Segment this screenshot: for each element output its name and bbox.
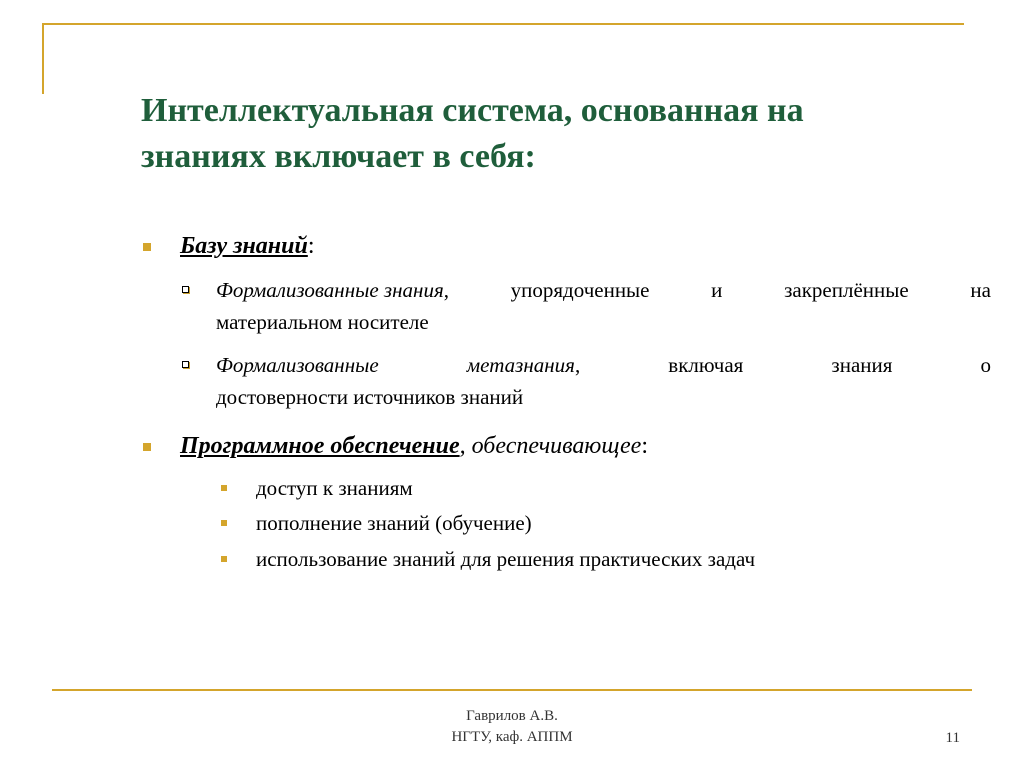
- software-bullet-1: [221, 485, 227, 491]
- slide-title-line-2: знаниях включает в себя:: [141, 138, 536, 175]
- software-bullet-2: [221, 520, 227, 526]
- footer: [412, 706, 612, 748]
- knowledge-item-2-line-2: достоверности источников знаний: [216, 385, 524, 409]
- section-heading-software: [180, 431, 648, 461]
- slide-title: [141, 88, 961, 180]
- knowledge-item-2-italic-word: Формализованные: [216, 353, 379, 377]
- knowledge-item-2-word: знания: [831, 353, 893, 377]
- sub-bullet-1: [182, 286, 189, 293]
- knowledge-item-1-word: на: [970, 278, 991, 302]
- section-heading-knowledge-base: [180, 231, 314, 261]
- slide-title-line-1: Интеллектуальная система, основанная на: [141, 92, 804, 129]
- knowledge-item-2: [216, 349, 991, 413]
- knowledge-item-1-word: и: [711, 278, 723, 302]
- footer-author: Гаврилов А.В.: [466, 708, 558, 724]
- sub-bullet-2: [182, 361, 189, 368]
- section-bullet-1: [143, 243, 151, 251]
- knowledge-item-1: [216, 274, 991, 338]
- page-number: 11: [945, 730, 960, 746]
- knowledge-item-1-word: упорядоченные: [510, 278, 650, 302]
- software-item-1: доступ к знаниям: [256, 476, 413, 500]
- footer-line: [52, 689, 972, 691]
- term-colon: :: [307, 233, 315, 259]
- knowledge-item-2-italic-word: метазнания: [466, 353, 575, 377]
- term-colon: :: [641, 433, 649, 459]
- footer-affiliation: НГТУ, каф. АППМ: [451, 729, 573, 745]
- frame-left-line: [42, 23, 44, 94]
- term-software-tail: , обеспечивающее: [459, 433, 642, 459]
- knowledge-item-1-word: закреплённые: [784, 278, 909, 302]
- knowledge-item-1-line-1: Формализованные знания, упорядоченные и закреплённые на: [216, 274, 991, 306]
- knowledge-item-2-word: о: [980, 353, 991, 377]
- software-bullet-3: [221, 556, 227, 562]
- software-item-3: использование знаний для решения практических задач: [256, 547, 756, 571]
- frame-top-line: [42, 23, 964, 25]
- knowledge-item-1-italic: Формализованные знания: [216, 278, 444, 302]
- software-item-2: пополнение знаний (обучение): [256, 511, 532, 535]
- knowledge-item-2-word: включая: [668, 353, 744, 377]
- knowledge-item-2-line-1: Формализованные метазнания, включая знания о: [216, 349, 991, 381]
- section-bullet-2: [143, 443, 151, 451]
- term-software: Программное обеспечение: [180, 433, 460, 459]
- knowledge-item-1-line-2: материальном носителе: [216, 310, 429, 334]
- term-knowledge-base: Базу знаний: [180, 233, 308, 259]
